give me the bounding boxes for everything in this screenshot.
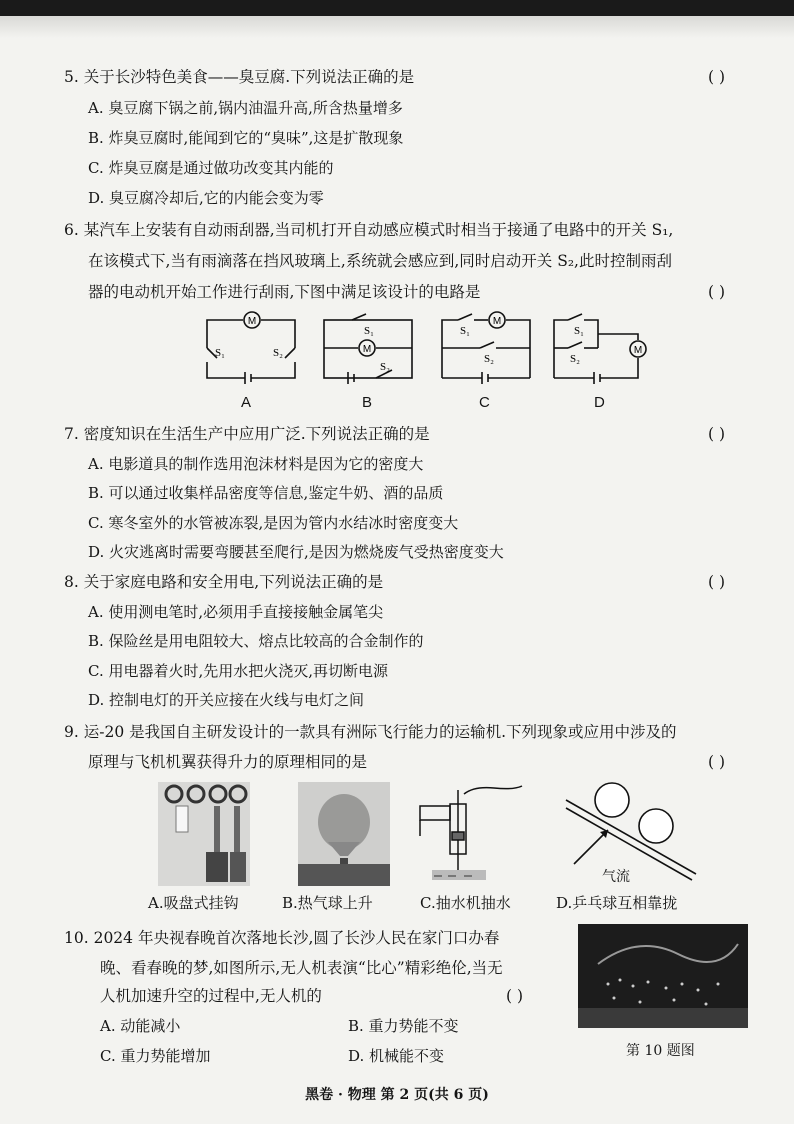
scan-top-edge — [0, 0, 794, 16]
q10-stem-line3: 人机加速升空的过程中,无人机的 — [100, 987, 322, 1005]
switch-s1-label-b: S₁ — [364, 325, 374, 337]
q9-stem-line1: 9. 运-20 是我国自主研发设计的一款具有洲际飞行能力的运输机.下列现象或应用中涉及的 — [64, 723, 677, 741]
circuit-d-label: D — [594, 394, 605, 411]
switch-s2-label-a: S₂ — [273, 347, 283, 359]
q10-figure-caption: 第 10 题图 — [626, 1043, 695, 1059]
q5-option-b: B. 炸臭豆腐时,能闻到它的“臭味”,这是扩散现象 — [88, 129, 404, 147]
page-footer: 黑卷 · 物理 第 2 页(共 6 页) — [305, 1087, 489, 1103]
q5-option-a: A. 臭豆腐下锅之前,锅内油温升高,所含热量增多 — [88, 99, 403, 117]
q10-option-b: B. 重力势能不变 — [348, 1017, 459, 1035]
q8-option-d: D. 控制电灯的开关应接在火线与电灯之间 — [88, 691, 365, 709]
q5-answer-paren: ( ) — [708, 68, 726, 86]
q10-option-d: D. 机械能不变 — [348, 1047, 445, 1065]
q7-option-a: A. 电影道具的制作选用泡沫材料是因为它的密度大 — [88, 455, 424, 473]
motor-symbol-a: M — [247, 316, 257, 327]
q10-option-a: A. 动能减小 — [100, 1017, 181, 1035]
motor-symbol-d: M — [633, 345, 643, 356]
motor-symbol-c: M — [492, 316, 502, 327]
q10-option-c: C. 重力势能增加 — [100, 1047, 211, 1065]
ping-pong-balls-diagram — [560, 782, 700, 886]
q6-answer-paren: ( ) — [708, 283, 726, 301]
q8-stem: 8. 关于家庭电路和安全用电,下列说法正确的是 — [64, 573, 384, 591]
scan-shadow — [0, 16, 794, 38]
circuit-c — [440, 312, 535, 384]
q9-answer-paren: ( ) — [708, 753, 726, 771]
q6-stem-line1: 6. 某汽车上安装有自动雨刮器,当司机打开自动感应模式时相当于接通了电路中的开关 S₁, — [64, 221, 674, 239]
q8-option-a: A. 使用测电笔时,必须用手直接接触金属笔尖 — [88, 603, 384, 621]
switch-s2-label-c: S₂ — [484, 353, 494, 365]
switch-s1-label-a: S₁ — [215, 347, 225, 359]
motor-symbol-b: M — [362, 344, 372, 355]
q5-option-d: D. 臭豆腐冷却后,它的内能会变为零 — [88, 189, 324, 207]
switch-s2-label-b: S₂ — [380, 361, 390, 373]
q8-option-c: C. 用电器着火时,先用水把火浇灭,再切断电源 — [88, 662, 389, 680]
q5-stem: 5. 关于长沙特色美食——臭豆腐.下列说法正确的是 — [64, 68, 415, 86]
q9-caption-c: C.抽水机抽水 — [420, 894, 511, 912]
q9-caption-b: B.热气球上升 — [282, 894, 373, 912]
q8-option-b: B. 保险丝是用电阻较大、熔点比较高的合金制作的 — [88, 632, 424, 650]
q6-stem-line2: 在该模式下,当有雨滴落在挡风玻璃上,系统就会感应到,同时启动开关 S₂,此时控制雨刮 — [88, 252, 672, 270]
q6-stem-line3: 器的电动机开始工作进行刮雨,下图中满足该设计的电路是 — [88, 283, 481, 301]
q7-stem: 7. 密度知识在生活生产中应用广泛.下列说法正确的是 — [64, 425, 430, 443]
q7-option-c: C. 寒冬室外的水管被冻裂,是因为管内水结冰时密度变大 — [88, 514, 459, 532]
circuit-c-label: C — [479, 394, 490, 411]
q7-option-b: B. 可以通过收集样品密度等信息,鉴定牛奶、酒的品质 — [88, 484, 444, 502]
q9-caption-d: D.乒乓球互相靠拢 — [556, 894, 678, 912]
circuit-d — [552, 312, 652, 384]
q8-answer-paren: ( ) — [708, 573, 726, 591]
hot-air-balloon-photo — [298, 782, 390, 886]
q9-caption-a: A.吸盘式挂钩 — [148, 894, 239, 912]
switch-s1-label-c: S₁ — [460, 325, 470, 337]
q10-stem-line2: 晚、看春晚的梦,如图所示,无人机表演“比心”精彩绝伦,当无 — [100, 959, 503, 977]
q10-stem-line1: 10. 2024 年央视春晚首次落地长沙,圆了长沙人民在家门口办春 — [64, 929, 500, 947]
q9-stem-line2: 原理与飞机机翼获得升力的原理相同的是 — [88, 753, 368, 771]
switch-s2-label-d: S₂ — [570, 353, 580, 365]
circuit-a-label: A — [241, 394, 252, 411]
circuit-a — [205, 312, 300, 384]
switch-s1-label-d: S₁ — [574, 325, 584, 337]
circuit-b-label: B — [362, 394, 373, 411]
circuit-b — [322, 312, 417, 384]
q10-answer-paren: ( ) — [506, 987, 524, 1005]
q7-option-d: D. 火灾逃离时需要弯腰甚至爬行,是因为燃烧废气受热密度变大 — [88, 543, 504, 561]
suction-hooks-photo — [158, 782, 250, 886]
water-pump-diagram — [414, 784, 524, 884]
q5-option-c: C. 炸臭豆腐是通过做功改变其内能的 — [88, 159, 334, 177]
airflow-label: 气流 — [602, 869, 630, 885]
q7-answer-paren: ( ) — [708, 425, 726, 443]
drone-show-photo — [578, 924, 748, 1028]
